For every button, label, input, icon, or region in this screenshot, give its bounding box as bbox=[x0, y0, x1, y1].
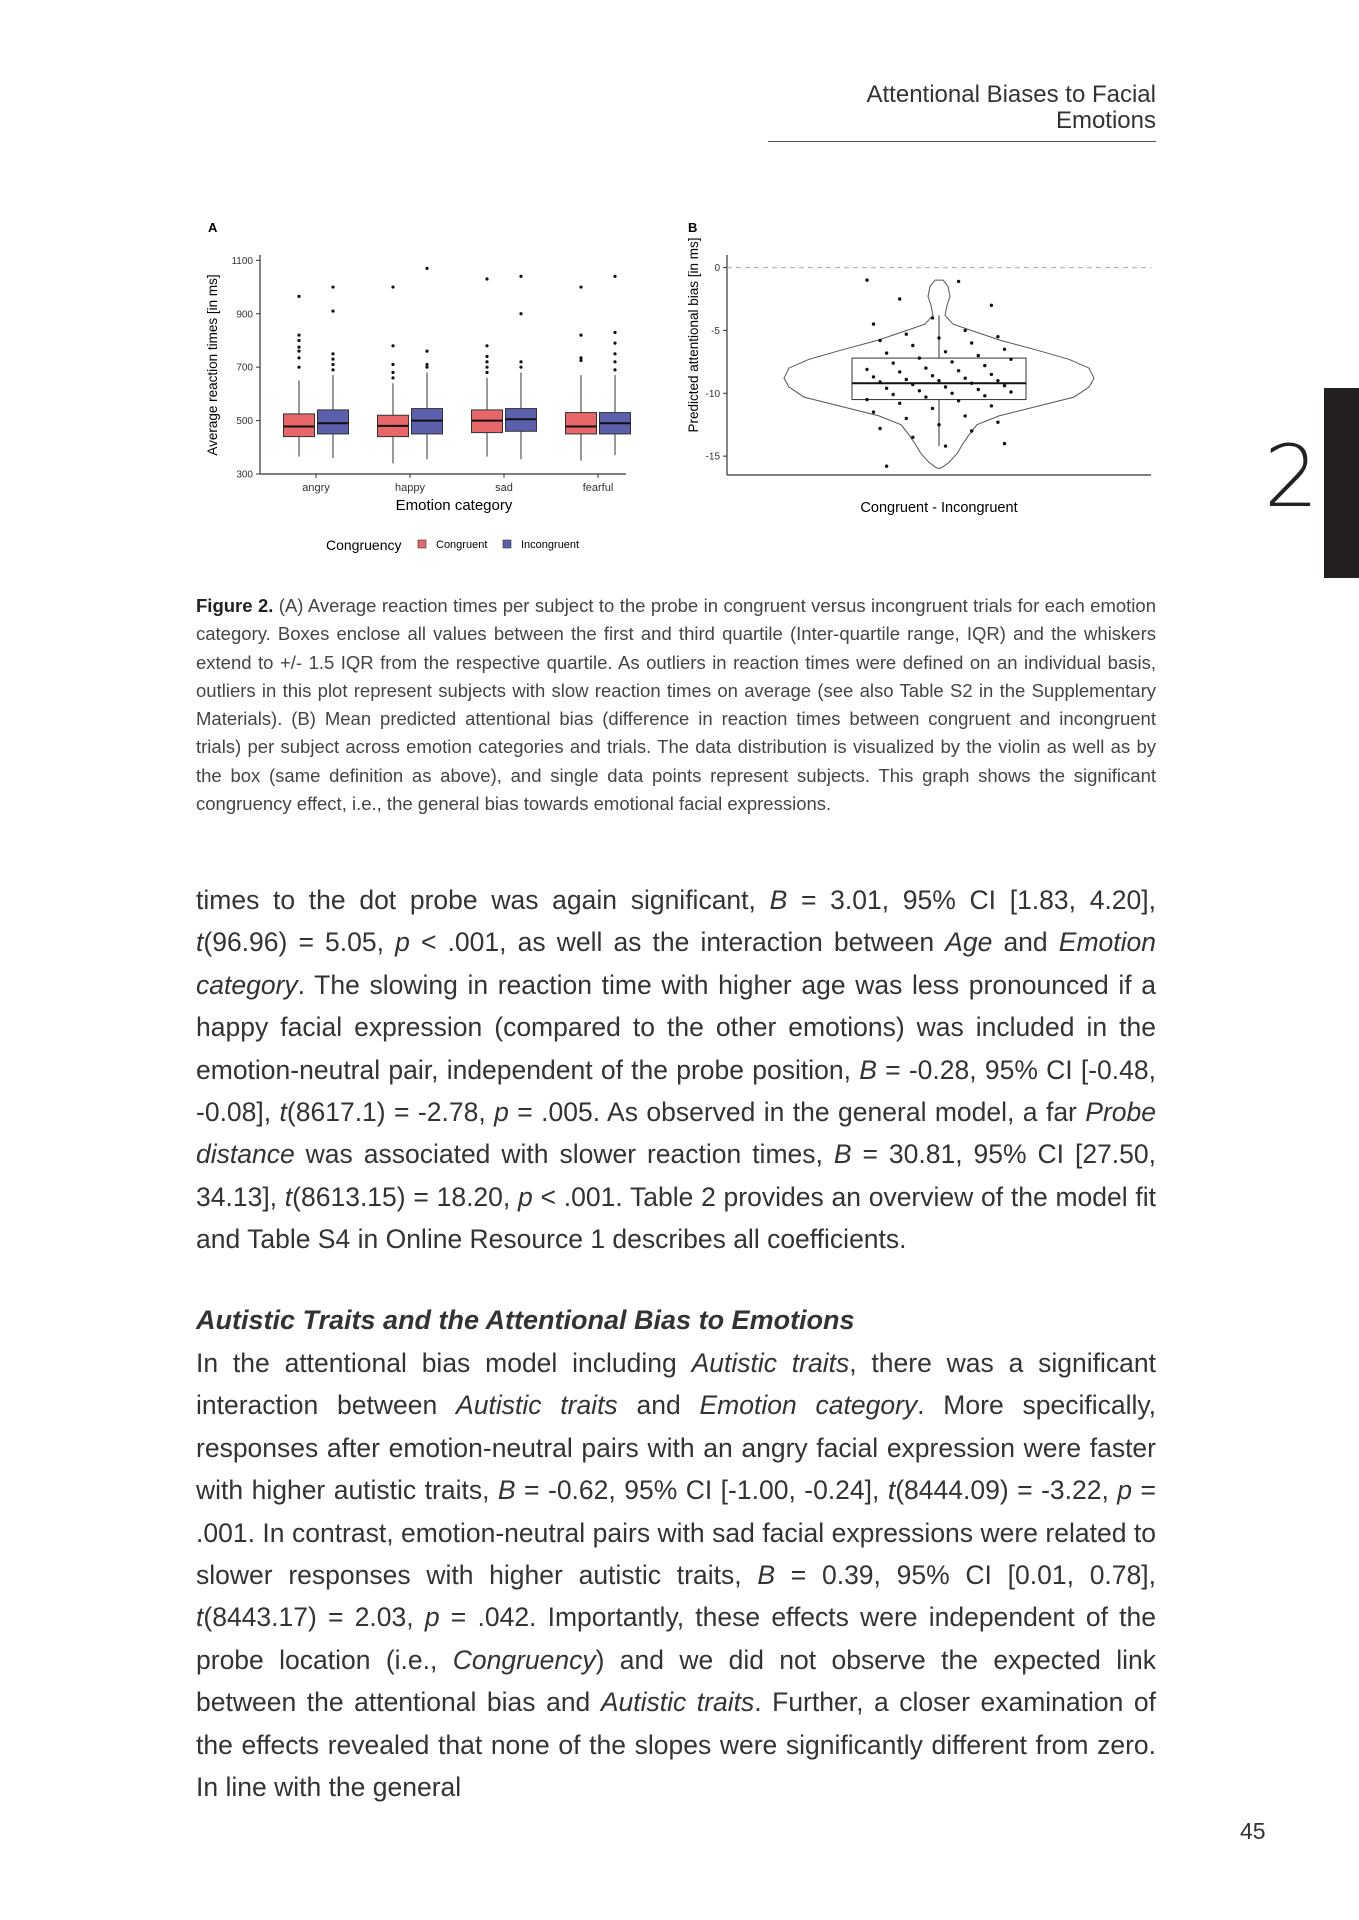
panel-a-y-label: Average reaction times [in ms] bbox=[205, 274, 220, 456]
outlier-point bbox=[519, 360, 522, 363]
subject-point bbox=[964, 414, 967, 417]
panel-a-label: A bbox=[208, 220, 218, 235]
subject-point bbox=[885, 465, 888, 468]
subject-point bbox=[996, 335, 999, 338]
running-title: Attentional Biases to Facial Emotions bbox=[768, 82, 1156, 142]
subject-point bbox=[970, 429, 973, 432]
panel-a-y-tick-label: 900 bbox=[236, 309, 253, 321]
subject-point bbox=[865, 368, 868, 371]
subject-point bbox=[878, 427, 881, 430]
outlier-point bbox=[519, 275, 522, 278]
subject-point bbox=[970, 382, 973, 385]
page-number: 45 bbox=[1240, 1818, 1266, 1844]
subject-point bbox=[990, 373, 993, 376]
subject-point bbox=[996, 379, 999, 382]
outlier-point bbox=[297, 356, 300, 359]
outlier-point bbox=[519, 312, 522, 315]
subject-point bbox=[944, 385, 947, 388]
category-label-angry: angry bbox=[302, 482, 330, 494]
subject-point bbox=[957, 280, 960, 283]
outlier-point bbox=[613, 342, 616, 345]
outlier-point bbox=[297, 366, 300, 369]
subject-point bbox=[983, 364, 986, 367]
panel-a-y-tick-label: 500 bbox=[236, 416, 253, 428]
subject-point bbox=[983, 394, 986, 397]
subject-point bbox=[911, 383, 914, 386]
category-label-fearful: fearful bbox=[582, 482, 614, 494]
box-happy-congruent bbox=[378, 285, 409, 463]
subject-point bbox=[937, 336, 940, 339]
subject-point bbox=[990, 404, 993, 407]
outlier-point bbox=[613, 275, 616, 278]
legend-key-incongruent bbox=[503, 540, 511, 548]
paragraph-autistic-traits: In the attentional bias model including Autistic traits, there was a significant interaction between Autistic traits and Emotion category. More specifically, responses after emotion-neutral pairs with an angry facial expression were faster with higher autistic traits, B = -0.62, 95% CI [-1.00, -0.24], t(8444.09) = -3.22, p = .001. In contrast, emotion-neutral pairs with sad facial expressions were related to slower responses with higher autistic traits, B = 0.39, 95% CI [0.01, 0.78], t(8443.17) = 2.03, p = .042. Importantly, these effects were independent of the probe location (i.e., Congruency) and we did not observe the expected link between the attentional bias and Autistic traits. Further, a closer examination of the effects revealed that none of the slopes were significantly different from zero. In line with the general bbox=[196, 1348, 1157, 1803]
figure-2 bbox=[196, 215, 1196, 575]
outlier-point bbox=[519, 366, 522, 369]
box-sad-congruent bbox=[472, 277, 503, 456]
subject-point bbox=[964, 329, 967, 332]
subject-point bbox=[1003, 384, 1006, 387]
subject-point bbox=[931, 374, 934, 377]
category-label-happy: happy bbox=[395, 482, 425, 494]
panel-a-x-label: Emotion category bbox=[395, 497, 513, 514]
legend-label-congruent: Congruent bbox=[436, 539, 488, 551]
caption-text: (A) Average reaction times per subject to the probe in congruent versus incongruent trials for each emotion category. Boxes enclose all values between the first and third quartile (Inter-quartile range, IQR) and the whiskers extend to +/- 1.5 IQR from the respective quartile. As outliers in reaction times were defined on an individual basis, outliers in this plot represent subjects with slow reaction times on average (see also Table S2 in the Supplementary Materials). (B) Mean predicted attentional bias (difference in reaction times between congruent and incongruent trials) per subject across emotion categories and trials. The data distribution is visualized by the violin as well as by the box (same definition as above), and single data points represent subjects. This graph shows the significant congruency effect, i.e., the general bias towards emotional facial expressions. bbox=[196, 595, 1156, 815]
subject-point bbox=[957, 399, 960, 402]
outlier-point bbox=[391, 344, 394, 347]
outlier-point bbox=[425, 363, 428, 366]
subject-point bbox=[918, 356, 921, 359]
subject-point bbox=[865, 278, 868, 281]
subject-point bbox=[911, 344, 914, 347]
subject-point bbox=[885, 387, 888, 390]
outlier-point bbox=[485, 355, 488, 358]
figure-caption bbox=[196, 592, 1156, 818]
subject-point bbox=[944, 350, 947, 353]
subject-point bbox=[977, 388, 980, 391]
outlier-point bbox=[297, 339, 300, 342]
subject-point bbox=[977, 354, 980, 357]
subject-point bbox=[892, 361, 895, 364]
subject-point bbox=[905, 417, 908, 420]
outlier-point bbox=[297, 295, 300, 298]
box-body bbox=[284, 414, 315, 437]
panel-a-y-tick-label: 1100 bbox=[231, 255, 253, 267]
panel-b-y-tick-label: -15 bbox=[705, 451, 720, 463]
outlier-point bbox=[579, 285, 582, 288]
panel-b-y-label: Predicted attentional bias [in ms] bbox=[686, 237, 701, 433]
outlier-point bbox=[613, 368, 616, 371]
outlier-point bbox=[391, 376, 394, 379]
legend-key-congruent bbox=[418, 540, 426, 548]
subject-point bbox=[898, 402, 901, 405]
subject-point bbox=[872, 322, 875, 325]
subject-point bbox=[944, 444, 947, 447]
panel-b-y-tick-label: -10 bbox=[705, 388, 720, 400]
outlier-point bbox=[613, 360, 616, 363]
outlier-point bbox=[485, 360, 488, 363]
panel-b-label: B bbox=[688, 220, 698, 235]
outlier-point bbox=[297, 334, 300, 337]
legend-title: Congruency bbox=[326, 537, 402, 553]
subject-point bbox=[1009, 358, 1012, 361]
box-sad-incongruent bbox=[506, 275, 537, 460]
subject-point bbox=[990, 304, 993, 307]
box-fearful-congruent bbox=[566, 285, 597, 460]
outlier-point bbox=[297, 346, 300, 349]
outlier-point bbox=[391, 371, 394, 374]
box-body bbox=[566, 413, 597, 434]
panel-b-y-tick-label: -5 bbox=[711, 325, 720, 337]
subject-point bbox=[964, 377, 967, 380]
subject-point bbox=[878, 339, 881, 342]
subject-point bbox=[970, 341, 973, 344]
subject-point bbox=[1003, 348, 1006, 351]
outlier-point bbox=[391, 285, 394, 288]
subject-point bbox=[957, 369, 960, 372]
subject-point bbox=[924, 366, 927, 369]
outlier-point bbox=[613, 352, 616, 355]
panel-b-violin bbox=[686, 237, 1151, 516]
subject-point bbox=[911, 436, 914, 439]
outlier-point bbox=[485, 366, 488, 369]
subject-point bbox=[872, 410, 875, 413]
subject-point bbox=[931, 316, 934, 319]
outlier-point bbox=[331, 352, 334, 355]
subject-point bbox=[918, 389, 921, 392]
outlier-point bbox=[331, 309, 334, 312]
subject-point bbox=[924, 395, 927, 398]
outlier-point bbox=[485, 277, 488, 280]
subject-point bbox=[950, 392, 953, 395]
subject-point bbox=[950, 360, 953, 363]
box-happy-incongruent bbox=[412, 267, 443, 460]
outlier-point bbox=[331, 358, 334, 361]
outlier-point bbox=[391, 363, 394, 366]
outlier-point bbox=[579, 356, 582, 359]
outlier-point bbox=[331, 285, 334, 288]
subject-point bbox=[865, 398, 868, 401]
outlier-point bbox=[425, 267, 428, 270]
box-angry-congruent bbox=[284, 295, 315, 457]
outlier-point bbox=[579, 334, 582, 337]
legend bbox=[326, 537, 579, 553]
subject-point bbox=[885, 351, 888, 354]
box-fearful-incongruent bbox=[600, 275, 631, 456]
panel-a-boxplot bbox=[205, 255, 631, 514]
outlier-point bbox=[331, 363, 334, 366]
subject-point bbox=[898, 370, 901, 373]
outlier-point bbox=[425, 350, 428, 353]
box-body bbox=[318, 410, 349, 434]
paragraph-results: times to the dot probe was again significant, B = 3.01, 95% CI [1.83, 4.20], t(96.96) = 5.05, p < .001, as well as the interaction between Age and Emotion category. The slowing in reaction time with higher age was less pronounced if a happy facial expression (compared to the other emotions) was included in the emotion-neutral pair, independent of the probe position, B = -0.28, 95% CI [-0.48, -0.08], t(8617.1) = -2.78, p = .005. As observed in the general model, a far Probe distance was associated with slower reaction times, B = 30.81, 95% CI [27.50, 34.13], t(8613.15) = 18.20, p < .001. Table 2 provides an overview of the model fit and Table S4 in Online Resource 1 describes all coefficients. bbox=[196, 885, 1157, 1255]
outlier-point bbox=[331, 368, 334, 371]
subject-point bbox=[878, 380, 881, 383]
subject-point bbox=[937, 379, 940, 382]
outlier-point bbox=[613, 331, 616, 334]
subject-point bbox=[898, 297, 901, 300]
box-angry-incongruent bbox=[318, 285, 349, 458]
panel-a-y-tick-label: 300 bbox=[236, 469, 253, 481]
subject-point bbox=[892, 393, 895, 396]
caption-label: Figure 2. bbox=[196, 595, 274, 616]
panel-b-y-tick-label: 0 bbox=[714, 263, 720, 275]
outlier-point bbox=[485, 344, 488, 347]
subject-point bbox=[905, 333, 908, 336]
chapter-number: 2 bbox=[1264, 427, 1319, 527]
subject-point bbox=[905, 378, 908, 381]
chapter-tab bbox=[1324, 388, 1359, 578]
box-body bbox=[852, 358, 1026, 399]
subject-point bbox=[937, 423, 940, 426]
subject-point bbox=[872, 375, 875, 378]
subject-point bbox=[931, 407, 934, 410]
legend-label-incongruent: Incongruent bbox=[521, 539, 580, 551]
subject-point bbox=[996, 421, 999, 424]
category-label-sad: sad bbox=[495, 482, 513, 494]
section-heading: Autistic Traits and the Attentional Bias to Emotions bbox=[196, 1305, 855, 1335]
subject-point bbox=[1009, 390, 1012, 393]
outlier-point bbox=[485, 371, 488, 374]
panel-a-y-tick-label: 700 bbox=[236, 362, 253, 374]
outlier-point bbox=[297, 350, 300, 353]
subject-point bbox=[1003, 442, 1006, 445]
panel-b-x-label: Congruent - Incongruent bbox=[860, 500, 1018, 516]
